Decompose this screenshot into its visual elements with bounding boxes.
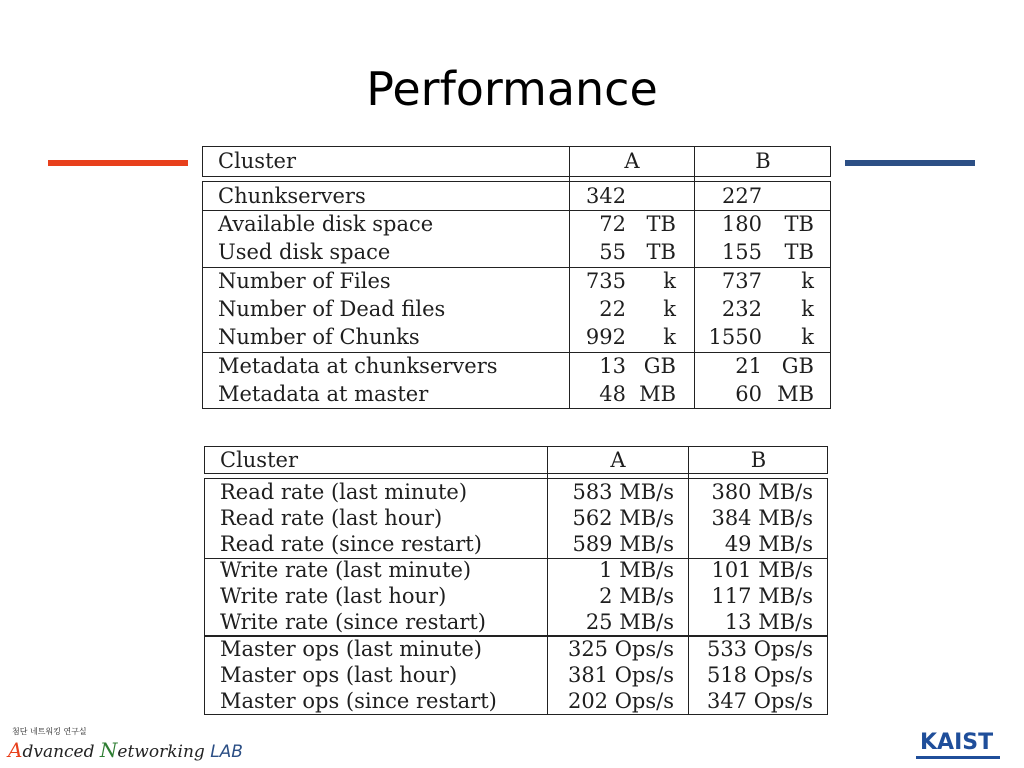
table-row (202, 380, 831, 408)
row-value-b: 1550 (708, 325, 762, 349)
row-unit-b: TB (784, 240, 814, 264)
table2-header-row (204, 446, 828, 474)
row-label: Number of Dead files (218, 297, 446, 321)
lab-logo-korean-text: 첨단 네트워킹 연구실 (12, 727, 87, 736)
row-value-a: 2 MB/s (599, 584, 674, 608)
kaist-logo (916, 726, 1002, 762)
row-unit-b: k (801, 269, 814, 293)
table-row (202, 238, 831, 266)
row-label: Used disk space (218, 240, 391, 264)
row-value-a: 325 Ops/s (567, 637, 674, 661)
table-row (202, 295, 831, 323)
row-value-a: 992 (585, 325, 626, 349)
row-value-b: 227 (722, 184, 763, 208)
table-row (202, 182, 831, 210)
table-row (204, 505, 828, 531)
row-unit-b: GB (781, 354, 814, 378)
table-row (204, 557, 828, 583)
row-value-a: 48 (599, 382, 626, 406)
row-value-b: 384 MB/s (711, 506, 813, 530)
row-value-b: 21 (735, 354, 762, 378)
table-row (204, 688, 828, 714)
cluster-capacity-table (202, 146, 831, 409)
row-label: Master ops (last minute) (220, 637, 482, 661)
table-row (204, 583, 828, 609)
row-label: Metadata at master (218, 382, 429, 406)
table-row (202, 210, 831, 238)
row-value-b: 533 Ops/s (706, 637, 813, 661)
lab-logo-wordmark (8, 738, 243, 762)
row-value-b: 155 (721, 240, 762, 264)
lab-logo-etworking: etworking (117, 742, 211, 762)
row-value-b: 49 MB/s (724, 532, 813, 556)
row-value-b: 380 MB/s (711, 480, 813, 504)
row-value-b: 737 (721, 269, 762, 293)
lab-logo-initial-n: N (99, 738, 118, 762)
table1-header-a: A (624, 149, 640, 173)
table-row (202, 267, 831, 295)
row-value-b: 101 MB/s (711, 558, 813, 582)
row-label: Master ops (since restart) (220, 689, 497, 713)
table-row (204, 609, 828, 635)
row-value-a: 562 MB/s (572, 506, 674, 530)
right-accent-bar (845, 160, 975, 166)
row-label: Number of Chunks (218, 325, 420, 349)
row-value-b: 180 (721, 212, 762, 236)
row-value-b: 13 MB/s (724, 610, 813, 634)
kaist-underline (916, 756, 1000, 759)
row-value-a: 55 (599, 240, 626, 264)
row-value-a: 72 (599, 212, 626, 236)
row-label: Available disk space (218, 212, 434, 236)
row-label: Read rate (since restart) (220, 532, 482, 556)
row-label: Chunkservers (218, 184, 366, 208)
table1-header-b: B (755, 149, 771, 173)
table2-header-label: Cluster (220, 448, 298, 472)
row-value-a: 25 MB/s (585, 610, 674, 634)
row-unit-b: TB (784, 212, 814, 236)
row-value-a: 583 MB/s (572, 480, 674, 504)
row-unit-a: k (663, 297, 676, 321)
row-value-b: 60 (735, 382, 762, 406)
row-label: Write rate (last minute) (220, 558, 472, 582)
slide-title: Performance (366, 62, 658, 116)
row-label: Read rate (last hour) (220, 506, 443, 530)
row-unit-b: k (801, 325, 814, 349)
row-label: Read rate (last minute) (220, 480, 468, 504)
row-value-b: 347 Ops/s (706, 689, 813, 713)
table2-header-b: B (750, 448, 767, 472)
row-label: Master ops (last hour) (220, 663, 458, 687)
cluster-throughput-table (204, 446, 828, 715)
row-value-a: 13 (599, 354, 626, 378)
row-value-a: 342 (586, 184, 627, 208)
advanced-networking-lab-logo (6, 726, 243, 766)
table-row (204, 531, 828, 557)
row-value-a: 1 MB/s (599, 558, 674, 582)
row-unit-b: k (801, 297, 814, 321)
table1-header-label: Cluster (218, 149, 296, 173)
row-value-a: 381 Ops/s (567, 663, 674, 687)
table-row (204, 479, 828, 505)
row-label: Metadata at chunkservers (218, 354, 498, 378)
row-unit-a: MB (639, 382, 676, 406)
left-accent-bar (48, 160, 188, 166)
table1-header-row (202, 146, 831, 176)
row-unit-b: MB (777, 382, 814, 406)
row-value-b: 518 Ops/s (706, 663, 813, 687)
row-unit-a: TB (646, 240, 676, 264)
row-unit-a: TB (646, 212, 676, 236)
row-unit-a: k (663, 269, 676, 293)
row-value-b: 232 (721, 297, 762, 321)
table-row (202, 352, 831, 380)
row-unit-a: GB (643, 354, 676, 378)
row-value-a: 589 MB/s (572, 532, 674, 556)
row-value-b: 117 MB/s (711, 584, 813, 608)
row-value-a: 735 (585, 269, 626, 293)
row-label: Write rate (since restart) (220, 610, 486, 634)
table-row (204, 662, 828, 688)
lab-logo-initial-a: A (8, 738, 23, 762)
table-row (204, 636, 828, 662)
lab-logo-lab: LAB (210, 742, 243, 762)
row-label: Number of Files (218, 269, 391, 293)
table2-header-a: A (610, 448, 626, 472)
row-value-a: 22 (599, 297, 626, 321)
lab-logo-dvanced: dvanced (22, 742, 100, 762)
kaist-wordmark: KAIST (920, 730, 994, 755)
row-label: Write rate (last hour) (220, 584, 447, 608)
table-row (202, 323, 831, 351)
row-unit-a: k (663, 325, 676, 349)
row-value-a: 202 Ops/s (567, 689, 674, 713)
